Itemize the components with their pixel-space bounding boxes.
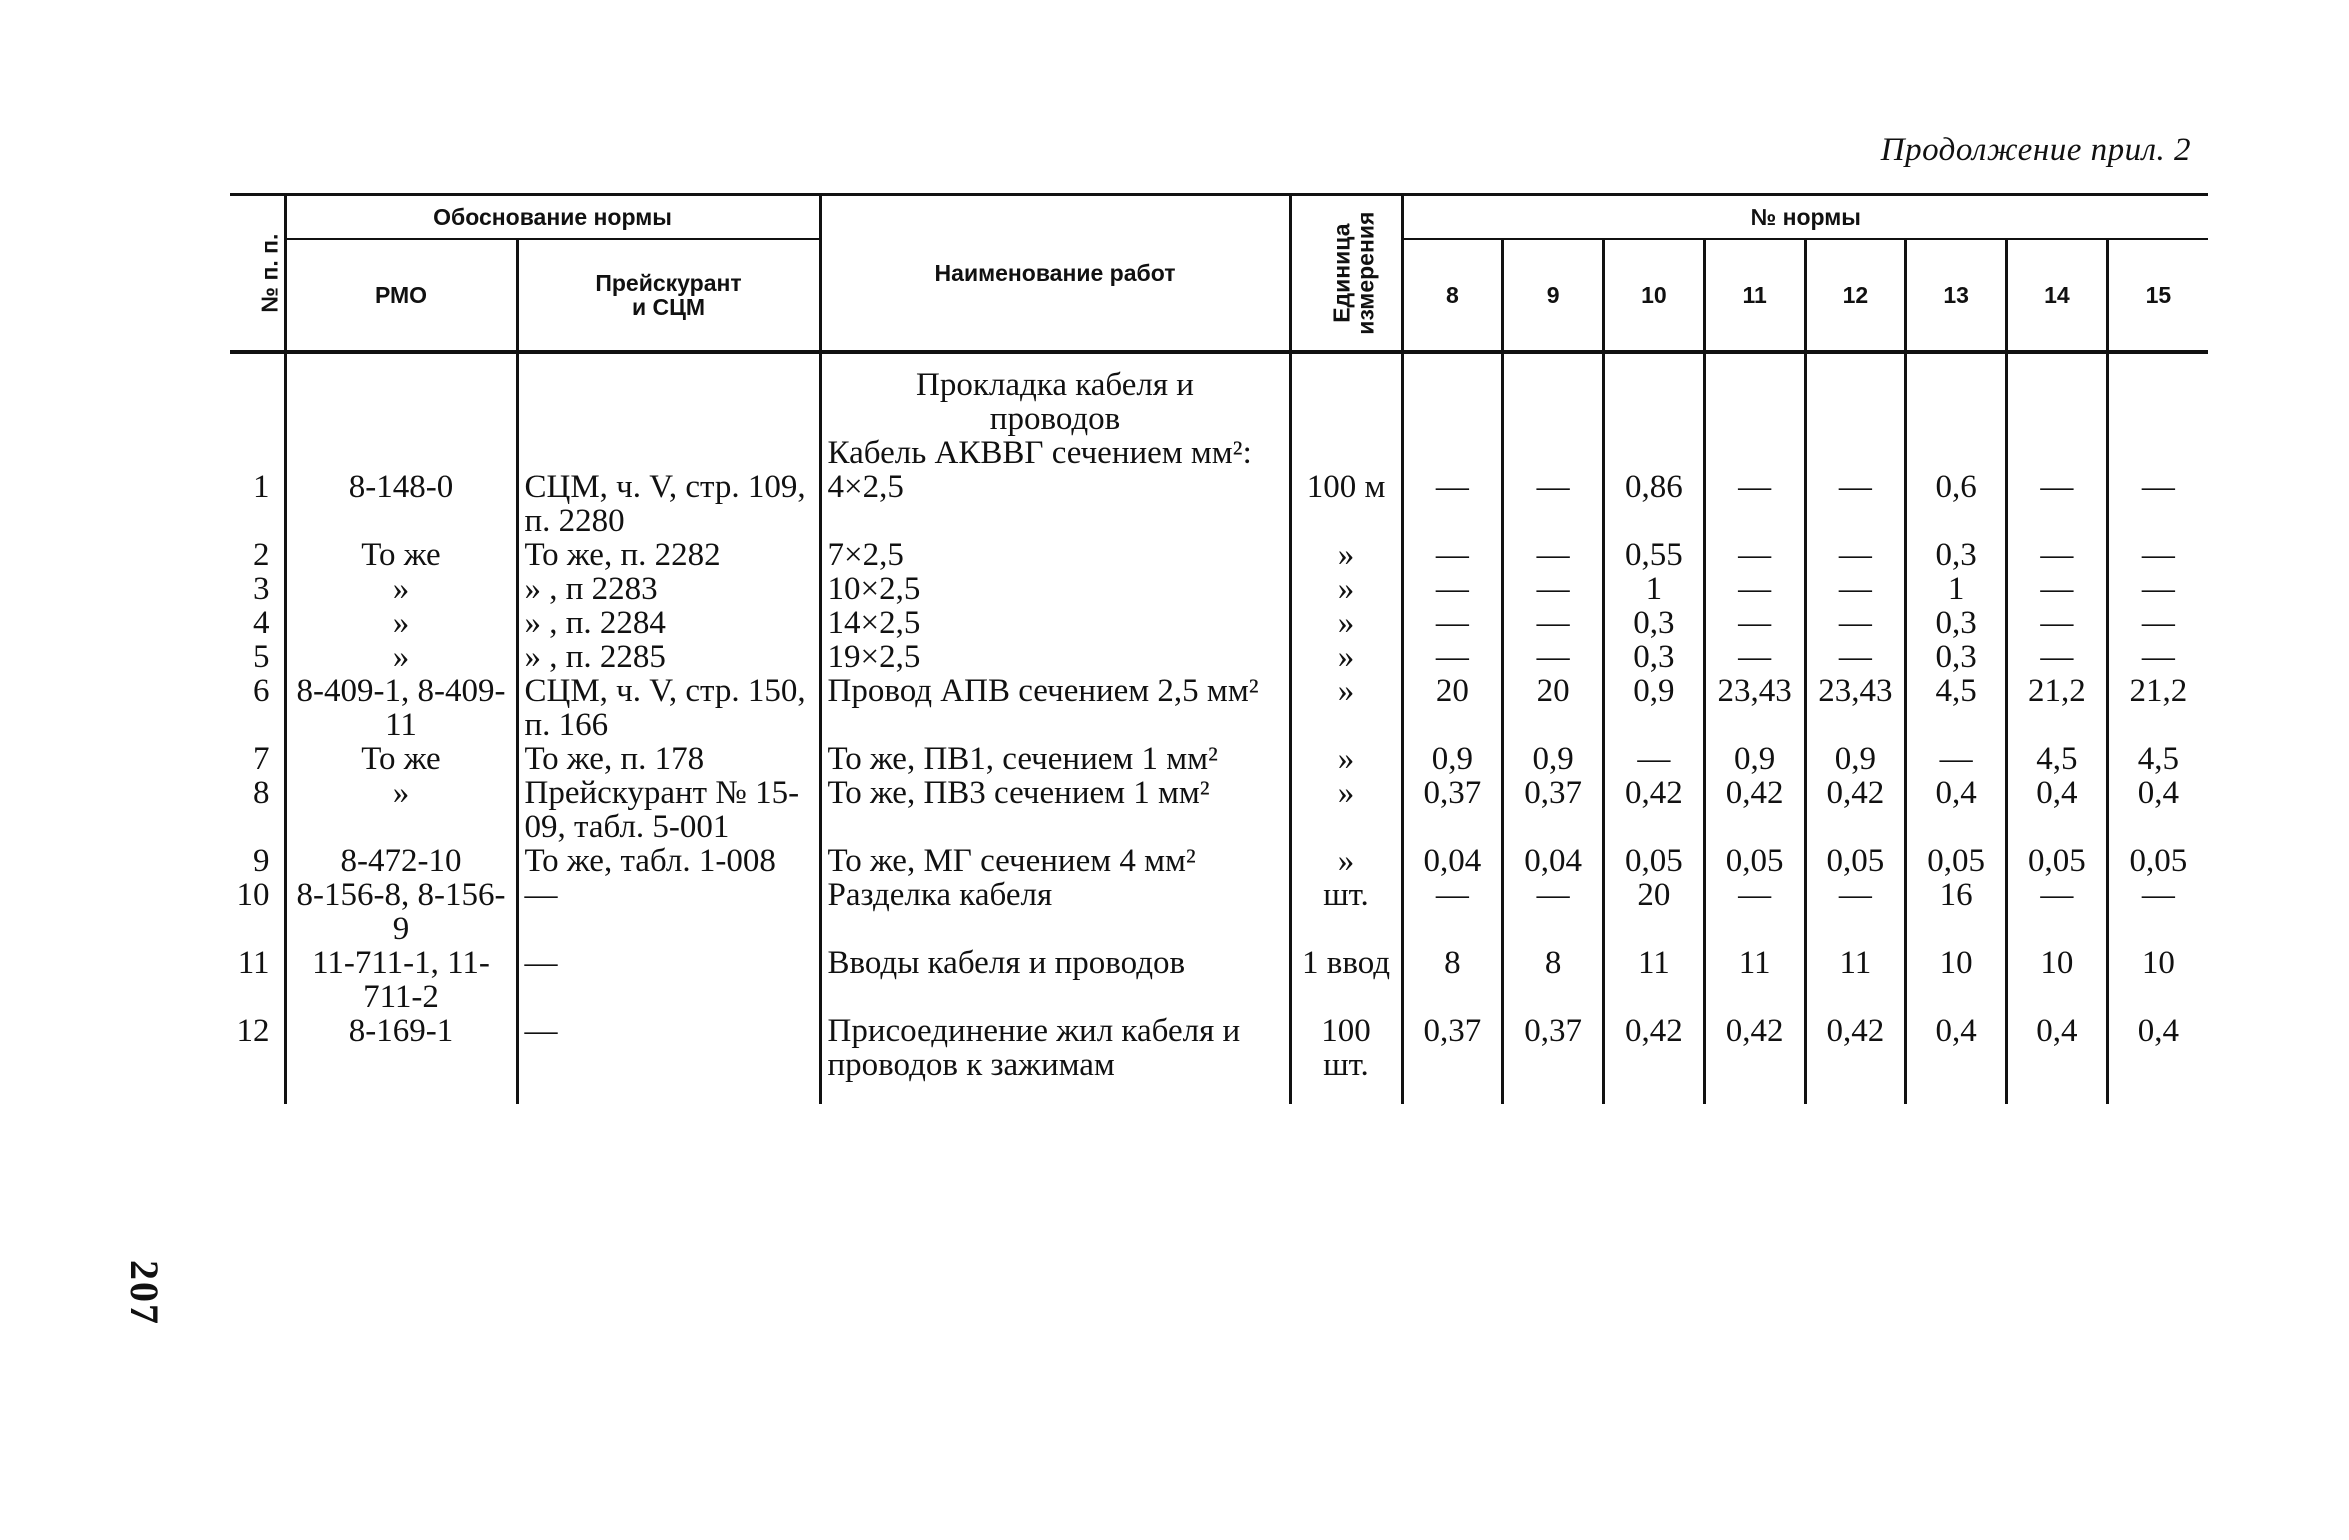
row-number: 7 xyxy=(253,741,270,777)
norm-value-cell: 23,43 xyxy=(1704,674,1805,742)
work-name-cell: Провод АПВ сечением 2,5 мм² xyxy=(820,674,1290,742)
row-number: 1 xyxy=(253,469,270,505)
header-norm-14: 14 xyxy=(2007,239,2108,352)
norm-value-cell: — xyxy=(2007,572,2108,606)
table-body xyxy=(230,352,2208,1104)
work-name-cell: Присоединение жил кабеля и проводов к зажимам xyxy=(820,1014,1290,1104)
table-row xyxy=(230,878,2208,946)
unit-cell: » xyxy=(1290,674,1402,742)
norm-value-cell: — xyxy=(1805,572,1906,606)
unit-cell: » xyxy=(1290,538,1402,572)
section-subtitle: Кабель АКВВГ сечением мм²: xyxy=(827,435,1252,471)
rmo-cell: То же xyxy=(285,742,517,776)
table-row xyxy=(230,674,2208,742)
price-cell: То же, п. 178 xyxy=(517,742,820,776)
norm-value-cell: 0,9 xyxy=(1604,674,1705,742)
norm-value-cell: 8 xyxy=(1402,946,1503,1014)
section-cell xyxy=(820,368,1290,470)
norms-table xyxy=(230,193,2208,1104)
table-header xyxy=(230,195,2208,353)
page-number: 207 xyxy=(122,1260,167,1326)
header-norm-9: 9 xyxy=(1503,239,1604,352)
work-name-cell: Вводы кабеля и проводов xyxy=(820,946,1290,1014)
norm-value-cell: 0,3 xyxy=(1604,640,1705,674)
norm-value-cell: 0,05 xyxy=(1805,844,1906,878)
norm-value-cell: — xyxy=(2007,640,2108,674)
norm-value-cell: 1 xyxy=(1604,572,1705,606)
norm-value-cell: 0,05 xyxy=(1604,844,1705,878)
norm-value-cell: 0,9 xyxy=(1503,742,1604,776)
norm-value-cell: — xyxy=(1805,470,1906,538)
norm-value-cell: 20 xyxy=(1604,878,1705,946)
work-name-cell: То же, ПВ3 сечением 1 мм² xyxy=(820,776,1290,844)
norm-value-cell: — xyxy=(1704,538,1805,572)
price-cell: » , п 2283 xyxy=(517,572,820,606)
norm-value-cell: — xyxy=(2107,572,2208,606)
row-number: 5 xyxy=(253,639,270,675)
norm-value-cell: 0,55 xyxy=(1604,538,1705,572)
row-number: 4 xyxy=(253,605,270,641)
rmo-cell: То же xyxy=(285,538,517,572)
section-row xyxy=(230,368,2208,470)
norm-value-cell: 0,37 xyxy=(1402,1014,1503,1104)
norm-value-cell: 0,9 xyxy=(1402,742,1503,776)
norm-value-cell: 0,4 xyxy=(2107,1014,2208,1104)
norm-value-cell: 4,5 xyxy=(2107,742,2208,776)
row-number: 2 xyxy=(253,537,270,573)
norm-value-cell: 0,42 xyxy=(1604,1014,1705,1104)
norm-value-cell: 0,4 xyxy=(2007,1014,2108,1104)
price-cell: СЦМ, ч. V, стр. 150, п. 166 xyxy=(517,674,820,742)
header-basis: Обоснование нормы xyxy=(285,195,820,240)
table-caption: Продолжение прил. 2 xyxy=(1880,132,2191,168)
price-cell: » , п. 2284 xyxy=(517,606,820,640)
rmo-cell: » xyxy=(285,572,517,606)
header-norm-13: 13 xyxy=(1906,239,2007,352)
header-num-label: № п. п. xyxy=(256,233,283,313)
unit-cell: шт. xyxy=(1290,878,1402,946)
norm-value-cell: 0,42 xyxy=(1704,1014,1805,1104)
norm-value-cell: — xyxy=(1402,470,1503,538)
norm-value-cell: 10 xyxy=(2007,946,2108,1014)
norm-value-cell: 11 xyxy=(1704,946,1805,1014)
norm-value-cell: 0,42 xyxy=(1805,776,1906,844)
norm-value-cell: 0,6 xyxy=(1906,470,2007,538)
unit-cell: 100 шт. xyxy=(1290,1014,1402,1104)
row-number: 12 xyxy=(236,1013,270,1049)
table-row xyxy=(230,470,2208,538)
price-cell: — xyxy=(517,946,820,1014)
norm-value-cell: — xyxy=(2007,470,2108,538)
header-norm-10: 10 xyxy=(1604,239,1705,352)
header-num xyxy=(230,195,285,353)
norm-value-cell: 8 xyxy=(1503,946,1604,1014)
norm-value-cell: 0,05 xyxy=(1704,844,1805,878)
unit-cell: » xyxy=(1290,640,1402,674)
header-price: Прейскурант и СЦМ xyxy=(517,239,820,352)
norm-value-cell: — xyxy=(1402,538,1503,572)
work-name-cell: То же, МГ сечением 4 мм² xyxy=(820,844,1290,878)
row-number: 10 xyxy=(236,877,270,913)
norm-value-cell: 0,05 xyxy=(1906,844,2007,878)
norm-value-cell: 0,9 xyxy=(1805,742,1906,776)
norm-value-cell: 0,42 xyxy=(1604,776,1705,844)
unit-cell: » xyxy=(1290,742,1402,776)
norm-value-cell: 0,3 xyxy=(1906,606,2007,640)
header-unit xyxy=(1290,195,1402,353)
header-norm-15: 15 xyxy=(2107,239,2208,352)
norm-value-cell: 23,43 xyxy=(1805,674,1906,742)
row-number: 11 xyxy=(237,945,270,981)
unit-cell: » xyxy=(1290,844,1402,878)
norm-value-cell: 0,04 xyxy=(1503,844,1604,878)
norm-value-cell: — xyxy=(1805,878,1906,946)
norm-value-cell: — xyxy=(1704,640,1805,674)
norm-value-cell: — xyxy=(1402,878,1503,946)
norm-value-cell: — xyxy=(1704,606,1805,640)
rmo-cell: 8-409-1, 8-409-11 xyxy=(285,674,517,742)
norm-value-cell: — xyxy=(1805,640,1906,674)
norm-value-cell: 10 xyxy=(1906,946,2007,1014)
norm-value-cell: 11 xyxy=(1604,946,1705,1014)
table-row xyxy=(230,844,2208,878)
norm-value-cell: — xyxy=(1503,878,1604,946)
norm-value-cell: — xyxy=(1503,538,1604,572)
row-number: 6 xyxy=(253,673,270,709)
header-norm-12: 12 xyxy=(1805,239,1906,352)
price-cell: СЦМ, ч. V, стр. 109, п. 2280 xyxy=(517,470,820,538)
norm-value-cell: — xyxy=(2107,606,2208,640)
rmo-cell: » xyxy=(285,776,517,844)
norm-value-cell: 20 xyxy=(1503,674,1604,742)
row-number: 3 xyxy=(253,571,270,607)
norm-value-cell: — xyxy=(1503,606,1604,640)
norm-value-cell: 1 xyxy=(1906,572,2007,606)
norm-value-cell: 16 xyxy=(1906,878,2007,946)
rmo-cell: 8-472-10 xyxy=(285,844,517,878)
work-name-cell: То же, ПВ1, сечением 1 мм² xyxy=(820,742,1290,776)
price-cell: — xyxy=(517,1014,820,1104)
norm-value-cell: — xyxy=(1402,606,1503,640)
rmo-cell: 8-169-1 xyxy=(285,1014,517,1104)
norm-value-cell: 10 xyxy=(2107,946,2208,1014)
norm-value-cell: 0,04 xyxy=(1402,844,1503,878)
norm-value-cell: — xyxy=(1805,538,1906,572)
norm-value-cell: — xyxy=(1704,878,1805,946)
rmo-cell: 8-148-0 xyxy=(285,470,517,538)
norm-value-cell: 20 xyxy=(1402,674,1503,742)
header-name: Наименование работ xyxy=(820,195,1290,353)
price-cell: То же, п. 2282 xyxy=(517,538,820,572)
norm-value-cell: — xyxy=(2107,470,2208,538)
table-row xyxy=(230,946,2208,1014)
norm-value-cell: 0,4 xyxy=(2107,776,2208,844)
table-row xyxy=(230,1014,2208,1104)
work-name-cell: 4×2,5 xyxy=(820,470,1290,538)
norm-value-cell: 0,3 xyxy=(1906,640,2007,674)
norm-value-cell: — xyxy=(1402,640,1503,674)
rmo-cell: 11-711-1, 11-711-2 xyxy=(285,946,517,1014)
header-unit-label: Единица измерения xyxy=(1327,211,1379,335)
norm-value-cell: 0,42 xyxy=(1704,776,1805,844)
norm-value-cell: — xyxy=(1402,572,1503,606)
table-row xyxy=(230,572,2208,606)
norm-value-cell: 0,05 xyxy=(2107,844,2208,878)
header-rmo: РМО xyxy=(285,239,517,352)
row-number: 8 xyxy=(253,775,270,811)
norm-value-cell: — xyxy=(2107,640,2208,674)
table-row xyxy=(230,776,2208,844)
norm-value-cell: 21,2 xyxy=(2107,674,2208,742)
norm-value-cell: — xyxy=(1503,572,1604,606)
header-norm-8: 8 xyxy=(1402,239,1503,352)
norm-value-cell: 0,3 xyxy=(1604,606,1705,640)
norm-value-cell: — xyxy=(2107,538,2208,572)
norm-value-cell: — xyxy=(1503,470,1604,538)
norm-value-cell: 0,3 xyxy=(1906,538,2007,572)
norm-value-cell: — xyxy=(1906,742,2007,776)
norm-value-cell: — xyxy=(1805,606,1906,640)
norm-value-cell: — xyxy=(2107,878,2208,946)
norm-value-cell: 0,9 xyxy=(1704,742,1805,776)
rmo-cell: » xyxy=(285,606,517,640)
norm-value-cell: — xyxy=(1704,470,1805,538)
header-norms: № нормы xyxy=(1402,195,2208,240)
table-row xyxy=(230,742,2208,776)
norm-value-cell: — xyxy=(2007,878,2108,946)
table-row xyxy=(230,606,2208,640)
norm-value-cell: 0,4 xyxy=(2007,776,2108,844)
price-cell: — xyxy=(517,878,820,946)
unit-cell: 100 м xyxy=(1290,470,1402,538)
norm-value-cell: 0,42 xyxy=(1805,1014,1906,1104)
row-number: 9 xyxy=(253,843,270,879)
norm-value-cell: 0,05 xyxy=(2007,844,2108,878)
price-cell: » , п. 2285 xyxy=(517,640,820,674)
price-cell: То же, табл. 1-008 xyxy=(517,844,820,878)
rmo-cell: » xyxy=(285,640,517,674)
work-name-cell: 10×2,5 xyxy=(820,572,1290,606)
norm-value-cell: 21,2 xyxy=(2007,674,2108,742)
norm-value-cell: 4,5 xyxy=(1906,674,2007,742)
work-name-cell: Разделка кабеля xyxy=(820,878,1290,946)
norm-value-cell: 0,37 xyxy=(1402,776,1503,844)
price-cell: Прейскурант № 15-09, табл. 5-001 xyxy=(517,776,820,844)
norm-value-cell: 11 xyxy=(1805,946,1906,1014)
unit-cell: » xyxy=(1290,776,1402,844)
norm-value-cell: — xyxy=(1704,572,1805,606)
work-name-cell: 14×2,5 xyxy=(820,606,1290,640)
norm-value-cell: 0,37 xyxy=(1503,1014,1604,1104)
section-title: Прокладка кабеля и проводов xyxy=(916,367,1194,437)
norm-value-cell: — xyxy=(1503,640,1604,674)
work-name-cell: 19×2,5 xyxy=(820,640,1290,674)
norm-value-cell: 0,4 xyxy=(1906,1014,2007,1104)
work-name-cell: 7×2,5 xyxy=(820,538,1290,572)
table-row xyxy=(230,538,2208,572)
norm-value-cell: 0,4 xyxy=(1906,776,2007,844)
unit-cell: 1 ввод xyxy=(1290,946,1402,1014)
unit-cell: » xyxy=(1290,606,1402,640)
table-row xyxy=(230,640,2208,674)
norm-value-cell: 0,86 xyxy=(1604,470,1705,538)
norm-value-cell: 0,37 xyxy=(1503,776,1604,844)
rmo-cell: 8-156-8, 8-156-9 xyxy=(285,878,517,946)
norm-value-cell: — xyxy=(2007,606,2108,640)
spacer-row xyxy=(230,352,2208,368)
unit-cell: » xyxy=(1290,572,1402,606)
norm-value-cell: — xyxy=(2007,538,2108,572)
norm-value-cell: — xyxy=(1604,742,1705,776)
header-norm-11: 11 xyxy=(1704,239,1805,352)
norm-value-cell: 4,5 xyxy=(2007,742,2108,776)
